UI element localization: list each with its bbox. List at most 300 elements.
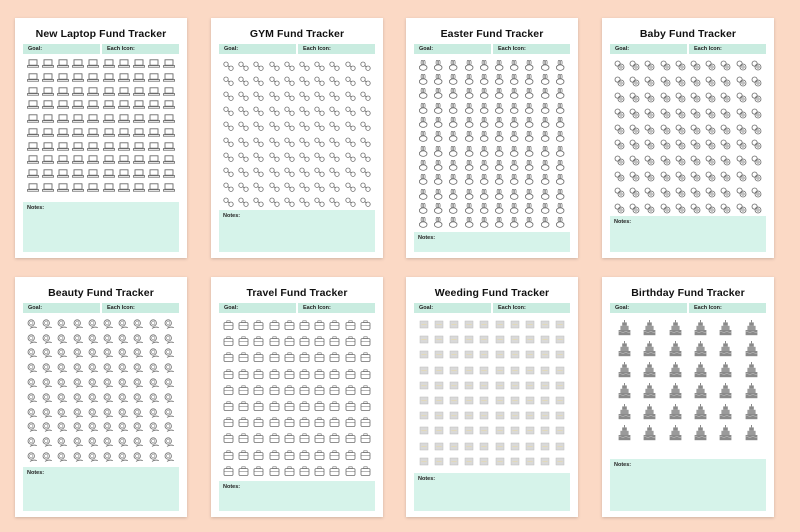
suitcase-icon xyxy=(284,320,295,330)
pacifier-icon xyxy=(736,76,747,87)
laptop-icon xyxy=(87,59,99,68)
bunny-icon xyxy=(418,103,429,114)
laptop-icon xyxy=(42,183,54,192)
mirror-icon xyxy=(27,378,38,389)
goal-label: Goal: xyxy=(219,44,296,54)
bunny-icon xyxy=(464,60,475,71)
laptop-icon xyxy=(163,155,175,164)
sign-icon xyxy=(495,442,505,451)
suitcase-icon xyxy=(269,336,280,346)
laptop-icon xyxy=(27,100,39,109)
pacifier-icon xyxy=(660,187,671,198)
laptop-icon xyxy=(133,114,145,123)
sign-icon xyxy=(525,381,535,390)
bunny-icon xyxy=(448,217,459,228)
pacifier-icon xyxy=(690,92,701,103)
sign-icon xyxy=(555,426,565,435)
dumbbell-icon xyxy=(345,152,356,162)
each-icon-label: Each Icon: xyxy=(689,44,766,54)
each-icon-label: Each Icon: xyxy=(298,44,375,54)
mirror-icon xyxy=(164,422,175,433)
mirror-icon xyxy=(73,452,84,463)
laptop-icon xyxy=(163,87,175,96)
bunny-icon xyxy=(433,88,444,99)
bunny-icon xyxy=(494,160,505,171)
pacifier-icon xyxy=(644,171,655,182)
sign-icon xyxy=(525,366,535,375)
suitcase-icon xyxy=(314,417,325,427)
bunny-icon xyxy=(555,74,566,85)
sign-icon xyxy=(449,457,459,466)
sign-icon xyxy=(510,335,520,344)
suitcase-icon xyxy=(223,385,234,395)
bunny-icon xyxy=(433,217,444,228)
dumbbell-icon xyxy=(253,197,264,207)
sign-icon xyxy=(525,442,535,451)
bunny-icon xyxy=(418,189,429,200)
dumbbell-icon xyxy=(314,76,325,86)
laptop-icon xyxy=(42,114,54,123)
bunny-icon xyxy=(448,203,459,214)
suitcase-icon xyxy=(223,320,234,330)
pacifier-icon xyxy=(705,108,716,119)
suitcase-icon xyxy=(238,417,249,427)
pacifier-icon xyxy=(614,124,625,135)
sign-icon xyxy=(479,350,489,359)
bunny-icon xyxy=(433,131,444,142)
bunny-icon xyxy=(448,74,459,85)
laptop-icon xyxy=(148,155,160,164)
tracker-sheet-easter xyxy=(406,18,578,258)
laptop-icon xyxy=(133,183,145,192)
sign-icon xyxy=(495,396,505,405)
suitcase-icon xyxy=(299,433,310,443)
mirror-icon xyxy=(133,348,144,359)
dumbbell-icon xyxy=(360,91,371,101)
laptop-icon xyxy=(27,59,39,68)
dumbbell-icon xyxy=(253,91,264,101)
laptop-icon xyxy=(103,128,115,137)
tracker-sheet-beauty xyxy=(15,277,187,517)
each-icon-label: Each Icon: xyxy=(493,44,570,54)
bunny-icon xyxy=(494,217,505,228)
mirror-icon xyxy=(88,363,99,374)
bunny-icon xyxy=(509,203,520,214)
dumbbell-icon xyxy=(345,76,356,86)
suitcase-icon xyxy=(284,352,295,362)
suitcase-icon xyxy=(345,385,356,395)
bunny-icon xyxy=(433,60,444,71)
bunny-icon xyxy=(540,203,551,214)
bunny-icon xyxy=(494,60,505,71)
bunny-icon xyxy=(448,146,459,157)
pacifier-icon xyxy=(660,155,671,166)
laptop-icon xyxy=(163,128,175,137)
pacifier-icon xyxy=(690,60,701,71)
dumbbell-icon xyxy=(269,152,280,162)
dumbbell-icon xyxy=(299,137,310,147)
pacifier-icon xyxy=(705,124,716,135)
sign-icon xyxy=(495,350,505,359)
pacifier-icon xyxy=(629,187,640,198)
icon-grid xyxy=(25,57,177,194)
mirror-icon xyxy=(103,319,114,330)
mirror-icon xyxy=(118,348,129,359)
mirror-icon xyxy=(27,422,38,433)
pacifier-icon xyxy=(736,124,747,135)
mirror-icon xyxy=(149,378,160,389)
laptop-icon xyxy=(72,183,84,192)
pacifier-icon xyxy=(736,60,747,71)
suitcase-icon xyxy=(360,450,371,460)
icon-grid xyxy=(612,58,764,216)
pacifier-icon xyxy=(720,187,731,198)
suitcase-icon xyxy=(345,336,356,346)
each-icon-label: Each Icon: xyxy=(689,303,766,313)
bunny-icon xyxy=(524,60,535,71)
bunny-icon xyxy=(524,146,535,157)
dumbbell-icon xyxy=(223,182,234,192)
notes-label: Notes: xyxy=(223,484,241,490)
mirror-icon xyxy=(27,452,38,463)
sign-icon xyxy=(449,411,459,420)
bunny-icon xyxy=(479,103,490,114)
suitcase-icon xyxy=(238,385,249,395)
pacifier-icon xyxy=(751,124,762,135)
mirror-icon xyxy=(149,363,160,374)
laptop-icon xyxy=(103,183,115,192)
dumbbell-icon xyxy=(299,76,310,86)
laptop-icon xyxy=(57,155,69,164)
laptop-icon xyxy=(133,87,145,96)
sign-icon xyxy=(555,442,565,451)
sign-icon xyxy=(449,335,459,344)
dumbbell-icon xyxy=(299,182,310,192)
bunny-icon xyxy=(479,117,490,128)
mirror-icon xyxy=(149,393,160,404)
suitcase-icon xyxy=(238,466,249,476)
icon-grid xyxy=(416,317,568,469)
bunny-icon xyxy=(433,189,444,200)
goal-label: Goal: xyxy=(23,303,100,313)
suitcase-icon xyxy=(360,352,371,362)
cake-icon xyxy=(745,383,758,399)
sign-icon xyxy=(525,320,535,329)
cake-icon xyxy=(643,404,656,420)
suitcase-icon xyxy=(314,352,325,362)
sign-icon xyxy=(495,320,505,329)
notes-label: Notes: xyxy=(223,213,241,219)
pacifier-icon xyxy=(644,124,655,135)
each-icon-label: Each Icon: xyxy=(298,303,375,313)
bunny-icon xyxy=(464,174,475,185)
bunny-icon xyxy=(464,160,475,171)
mirror-icon xyxy=(73,422,84,433)
suitcase-icon xyxy=(223,433,234,443)
sign-icon xyxy=(525,396,535,405)
suitcase-icon xyxy=(329,385,340,395)
mirror-icon xyxy=(88,319,99,330)
suitcase-icon xyxy=(299,385,310,395)
mirror-icon xyxy=(27,363,38,374)
sign-icon xyxy=(510,426,520,435)
sheet-title: New Laptop Fund Tracker xyxy=(35,28,167,40)
bunny-icon xyxy=(524,74,535,85)
cake-icon xyxy=(618,362,631,378)
laptop-icon xyxy=(72,128,84,137)
laptop-icon xyxy=(72,59,84,68)
bunny-icon xyxy=(524,203,535,214)
pacifier-icon xyxy=(629,92,640,103)
dumbbell-icon xyxy=(284,61,295,71)
laptop-icon xyxy=(148,114,160,123)
dumbbell-icon xyxy=(284,137,295,147)
suitcase-icon xyxy=(269,369,280,379)
mirror-icon xyxy=(88,422,99,433)
cake-icon xyxy=(745,320,758,336)
bunny-icon xyxy=(509,217,520,228)
sign-icon xyxy=(479,320,489,329)
cake-icon xyxy=(719,341,732,357)
bunny-icon xyxy=(494,103,505,114)
sign-icon xyxy=(540,366,550,375)
bunny-icon xyxy=(448,117,459,128)
laptop-icon xyxy=(103,142,115,151)
bunny-icon xyxy=(555,88,566,99)
pacifier-icon xyxy=(660,139,671,150)
bunny-icon xyxy=(418,117,429,128)
suitcase-icon xyxy=(269,385,280,395)
bunny-icon xyxy=(494,131,505,142)
laptop-icon xyxy=(118,114,130,123)
laptop-icon xyxy=(133,100,145,109)
mirror-icon xyxy=(133,334,144,345)
mirror-icon xyxy=(42,452,53,463)
sign-icon xyxy=(555,335,565,344)
suitcase-icon xyxy=(223,369,234,379)
suitcase-icon xyxy=(360,320,371,330)
cake-icon xyxy=(618,425,631,441)
pacifier-icon xyxy=(720,171,731,182)
bunny-icon xyxy=(433,146,444,157)
laptop-icon xyxy=(27,142,39,151)
laptop-icon xyxy=(57,114,69,123)
mirror-icon xyxy=(73,334,84,345)
bunny-icon xyxy=(540,217,551,228)
goal-label: Goal: xyxy=(414,44,491,54)
goal-label: Goal: xyxy=(23,44,100,54)
cake-icon xyxy=(694,404,707,420)
pacifier-icon xyxy=(660,60,671,71)
dumbbell-icon xyxy=(314,91,325,101)
suitcase-icon xyxy=(269,433,280,443)
dumbbell-icon xyxy=(329,91,340,101)
dumbbell-icon xyxy=(238,106,249,116)
dumbbell-icon xyxy=(299,121,310,131)
mirror-icon xyxy=(164,378,175,389)
pacifier-icon xyxy=(614,171,625,182)
bunny-icon xyxy=(494,117,505,128)
sign-icon xyxy=(525,426,535,435)
mirror-icon xyxy=(88,452,99,463)
cake-icon xyxy=(618,404,631,420)
mirror-icon xyxy=(118,334,129,345)
pacifier-icon xyxy=(705,171,716,182)
mirror-icon xyxy=(149,334,160,345)
sign-icon xyxy=(495,335,505,344)
pacifier-icon xyxy=(751,187,762,198)
pacifier-icon xyxy=(629,171,640,182)
suitcase-icon xyxy=(329,466,340,476)
pacifier-icon xyxy=(614,92,625,103)
bunny-icon xyxy=(433,174,444,185)
sign-icon xyxy=(464,335,474,344)
dumbbell-icon xyxy=(284,182,295,192)
bunny-icon xyxy=(540,117,551,128)
dumbbell-icon xyxy=(360,76,371,86)
dumbbell-icon xyxy=(360,152,371,162)
dumbbell-icon xyxy=(314,197,325,207)
dumbbell-icon xyxy=(360,197,371,207)
sheet-title: Easter Fund Tracker xyxy=(440,28,544,40)
mirror-icon xyxy=(57,437,68,448)
bunny-icon xyxy=(479,203,490,214)
mirror-icon xyxy=(133,408,144,419)
sheet-title: Travel Fund Tracker xyxy=(246,287,348,299)
suitcase-icon xyxy=(345,320,356,330)
sign-icon xyxy=(525,457,535,466)
mirror-icon xyxy=(73,348,84,359)
laptop-icon xyxy=(27,183,39,192)
mirror-icon xyxy=(27,334,38,345)
laptop-icon xyxy=(118,59,130,68)
dumbbell-icon xyxy=(345,197,356,207)
bunny-icon xyxy=(555,203,566,214)
dumbbell-icon xyxy=(253,137,264,147)
dumbbell-icon xyxy=(284,152,295,162)
sign-icon xyxy=(434,426,444,435)
mirror-icon xyxy=(57,363,68,374)
tracker-sheet-laptop xyxy=(15,18,187,258)
sign-icon xyxy=(434,411,444,420)
pacifier-icon xyxy=(614,155,625,166)
sheet-title: Beauty Fund Tracker xyxy=(48,287,154,299)
suitcase-icon xyxy=(269,401,280,411)
mirror-icon xyxy=(118,393,129,404)
suitcase-icon xyxy=(223,450,234,460)
dumbbell-icon xyxy=(360,61,371,71)
pacifier-icon xyxy=(690,108,701,119)
pacifier-icon xyxy=(675,187,686,198)
suitcase-icon xyxy=(253,336,264,346)
laptop-icon xyxy=(103,169,115,178)
mirror-icon xyxy=(57,452,68,463)
pacifier-icon xyxy=(720,108,731,119)
dumbbell-icon xyxy=(284,91,295,101)
laptop-icon xyxy=(72,100,84,109)
suitcase-icon xyxy=(253,417,264,427)
sign-icon xyxy=(419,411,429,420)
laptop-icon xyxy=(133,73,145,82)
dumbbell-icon xyxy=(253,152,264,162)
cake-icon xyxy=(719,425,732,441)
laptop-icon xyxy=(103,73,115,82)
cake-icon xyxy=(618,320,631,336)
mirror-icon xyxy=(103,378,114,389)
pacifier-icon xyxy=(629,60,640,71)
pacifier-icon xyxy=(690,155,701,166)
laptop-icon xyxy=(57,87,69,96)
bunny-icon xyxy=(494,189,505,200)
notes-label: Notes: xyxy=(418,476,436,482)
dumbbell-icon xyxy=(360,106,371,116)
notes-box xyxy=(219,481,375,511)
pacifier-icon xyxy=(614,187,625,198)
bunny-icon xyxy=(540,160,551,171)
dumbbell-icon xyxy=(360,167,371,177)
dumbbell-icon xyxy=(253,106,264,116)
mirror-icon xyxy=(73,319,84,330)
pacifier-icon xyxy=(751,108,762,119)
cake-icon xyxy=(745,425,758,441)
cake-icon xyxy=(745,362,758,378)
each-icon-label: Each Icon: xyxy=(102,303,179,313)
pacifier-icon xyxy=(644,76,655,87)
bunny-icon xyxy=(418,203,429,214)
sheet-header xyxy=(414,44,570,54)
sign-icon xyxy=(540,320,550,329)
laptop-icon xyxy=(87,155,99,164)
suitcase-icon xyxy=(345,433,356,443)
bunny-icon xyxy=(464,146,475,157)
dumbbell-icon xyxy=(345,167,356,177)
pacifier-icon xyxy=(751,171,762,182)
laptop-icon xyxy=(87,183,99,192)
tracker-sheet-gym xyxy=(211,18,383,258)
mirror-icon xyxy=(73,363,84,374)
pacifier-icon xyxy=(751,76,762,87)
pacifier-icon xyxy=(705,76,716,87)
dumbbell-icon xyxy=(284,106,295,116)
bunny-icon xyxy=(418,146,429,157)
mirror-icon xyxy=(42,422,53,433)
mirror-icon xyxy=(42,319,53,330)
pacifier-icon xyxy=(751,155,762,166)
bunny-icon xyxy=(540,74,551,85)
mirror-icon xyxy=(164,348,175,359)
suitcase-icon xyxy=(314,466,325,476)
pacifier-icon xyxy=(751,139,762,150)
laptop-icon xyxy=(72,114,84,123)
dumbbell-icon xyxy=(269,76,280,86)
mirror-icon xyxy=(149,452,160,463)
pacifier-icon xyxy=(644,155,655,166)
pacifier-icon xyxy=(629,139,640,150)
sign-icon xyxy=(464,350,474,359)
bunny-icon xyxy=(524,174,535,185)
pacifier-icon xyxy=(675,139,686,150)
sign-icon xyxy=(540,350,550,359)
sign-icon xyxy=(540,442,550,451)
suitcase-icon xyxy=(314,320,325,330)
dumbbell-icon xyxy=(238,137,249,147)
bunny-icon xyxy=(524,103,535,114)
cake-icon xyxy=(694,341,707,357)
bunny-icon xyxy=(494,88,505,99)
sign-icon xyxy=(540,426,550,435)
pacifier-icon xyxy=(705,60,716,71)
pacifier-icon xyxy=(751,92,762,103)
